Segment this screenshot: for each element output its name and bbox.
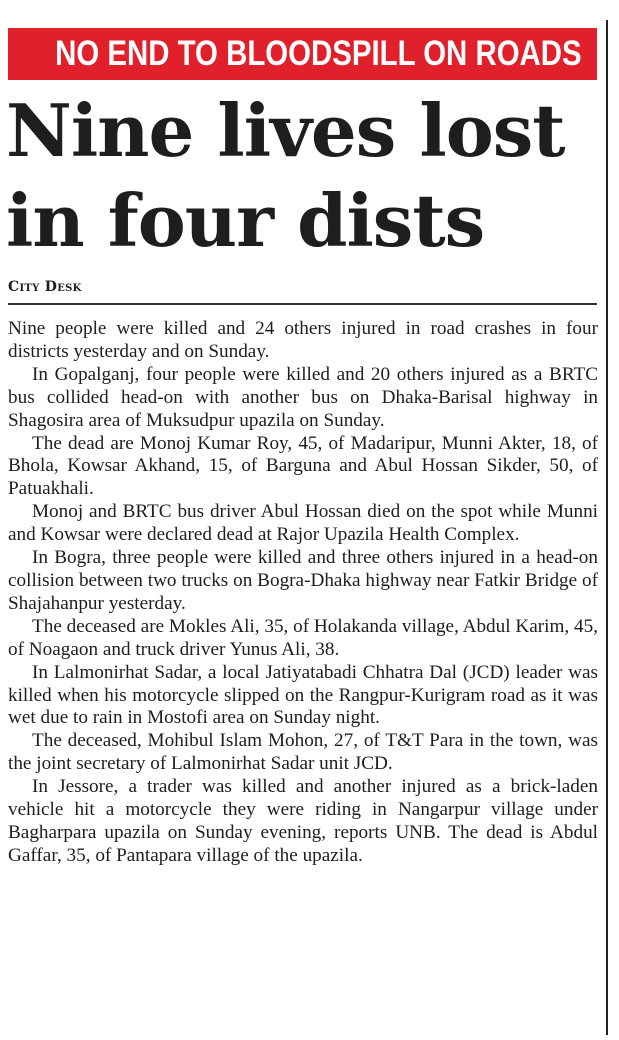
kicker-banner [8,28,597,80]
paragraph-8: The deceased, Mohibul Islam Mohon, 27, of T&T Para in the town, was the joint secretary of Lalmonirhat Sadar unit JCD. [8,730,598,775]
article-body [8,318,598,868]
paragraph-1: Nine people were killed and 24 others injured in road crashes in four districts yesterday and on Sunday. [8,318,598,362]
byline-rule [8,303,597,305]
paragraph-5: In Bogra, three people were killed and three others injured in a head-on collision between two trucks on Bogra-Dhaka highway near Fatkir Bridge of Shajahanpur yesterday. [8,547,598,614]
headline-line-2: in four dists [6,178,485,263]
headline-line-1: Nine lives lost [6,88,565,173]
paragraph-4: Monoj and BRTC bus driver Abul Hossan died on the spot while Munni and Kowsar were declared dead at Rajor Upazila Health Complex. [8,501,598,546]
paragraph-9: In Jessore, a trader was killed and another injured as a brick-laden vehicle hit a motorcycle they were riding in Nangarpur village under Bagharpara upazila on Sunday evening, reports UNB. The dead is Abdul Gaffar, 35, of Pantapara village of the upazila. [8,776,598,866]
byline: City Desk [8,279,82,295]
column-rule [606,20,608,1035]
paragraph-7: In Lalmonirhat Sadar, a local Jatiyatabadi Chhatra Dal (JCD) leader was killed when his motorcycle slipped on the Rangpur-Kurigram road as it was wet due to rain in Mostofi area on Sunday night. [8,661,598,729]
paragraph-2: In Gopalganj, four people were killed and 20 others injured as a BRTC bus collided head-on with another bus on Dhaka-Barisal highway in Shagosira area of Muksudpur upazila on Sunday. [8,363,598,431]
paragraph-3: The dead are Monoj Kumar Roy, 45, of Madaripur, Munni Akter, 18, of Bhola, Kowsar Akhand, 15, of Barguna and Abul Hossan Sikder, 50, of Patuakhali. [8,432,598,500]
kicker-text: NO END TO BLOODSPILL ON ROADS [55,34,582,73]
paragraph-6: The deceased are Mokles Ali, 35, of Holakanda village, Abdul Karim, 45, of Noagaon and truck driver Yunus Ali, 38. [8,615,598,660]
headline [6,86,604,266]
